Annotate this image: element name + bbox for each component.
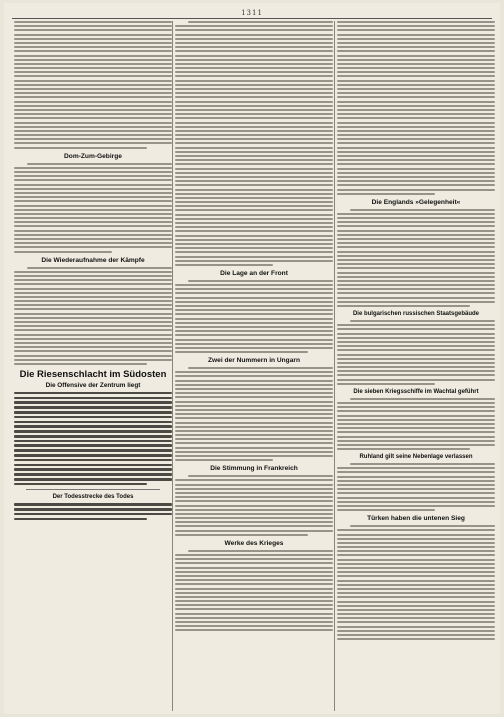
column-1 bbox=[14, 21, 172, 711]
section-heading: Die bulgarischen russischen Staatsgebäude bbox=[352, 311, 480, 317]
article-text bbox=[175, 21, 333, 266]
article-text bbox=[175, 550, 333, 632]
newspaper-page bbox=[4, 3, 500, 714]
bold-article-text bbox=[14, 503, 172, 520]
section-heading: Die Stimmung in Frankreich bbox=[210, 465, 298, 473]
section-heading: Die Lage an der Front bbox=[220, 269, 288, 277]
bold-article-text bbox=[14, 392, 172, 485]
headline: Die Riesenschlacht im Südosten bbox=[19, 368, 167, 380]
article-text bbox=[337, 320, 495, 385]
article-text bbox=[337, 209, 495, 307]
article-text bbox=[175, 475, 333, 536]
separator bbox=[26, 489, 160, 490]
section-heading: Die Wiederaufnahme der Kämpfe bbox=[41, 256, 145, 264]
article-text bbox=[337, 398, 495, 450]
article-text bbox=[337, 463, 495, 511]
section-heading: Der Todesstrecke des Todes bbox=[52, 494, 134, 501]
article-text bbox=[14, 267, 172, 365]
article-text bbox=[175, 367, 333, 461]
column-2 bbox=[175, 21, 333, 711]
subheadline: Die Offensive der Zentrum liegt bbox=[45, 381, 141, 389]
column-divider bbox=[334, 21, 335, 711]
section-heading: Werke des Krieges bbox=[224, 539, 284, 547]
page-number: 1311 bbox=[241, 9, 263, 17]
article-text bbox=[337, 525, 495, 640]
section-heading: Dom-Zum-Gebirge bbox=[64, 152, 122, 160]
column-3 bbox=[337, 21, 495, 711]
article-text bbox=[14, 163, 172, 253]
section-heading: Die Englands »Gelegenheit« bbox=[371, 198, 461, 206]
section-heading: Zwei der Nummern in Ungarn bbox=[208, 357, 300, 365]
column-divider bbox=[172, 21, 173, 711]
article-text bbox=[175, 280, 333, 353]
section-heading: Ruhland gilt seine Nebenlage verlassen bbox=[359, 454, 473, 461]
section-heading: Türken haben die untenen Sieg bbox=[367, 515, 465, 523]
article-text bbox=[14, 21, 172, 149]
section-heading: Die sieben Kriegsschiffe im Wachtal geführt bbox=[353, 388, 479, 395]
header-rule bbox=[12, 18, 492, 19]
article-text bbox=[337, 21, 495, 195]
